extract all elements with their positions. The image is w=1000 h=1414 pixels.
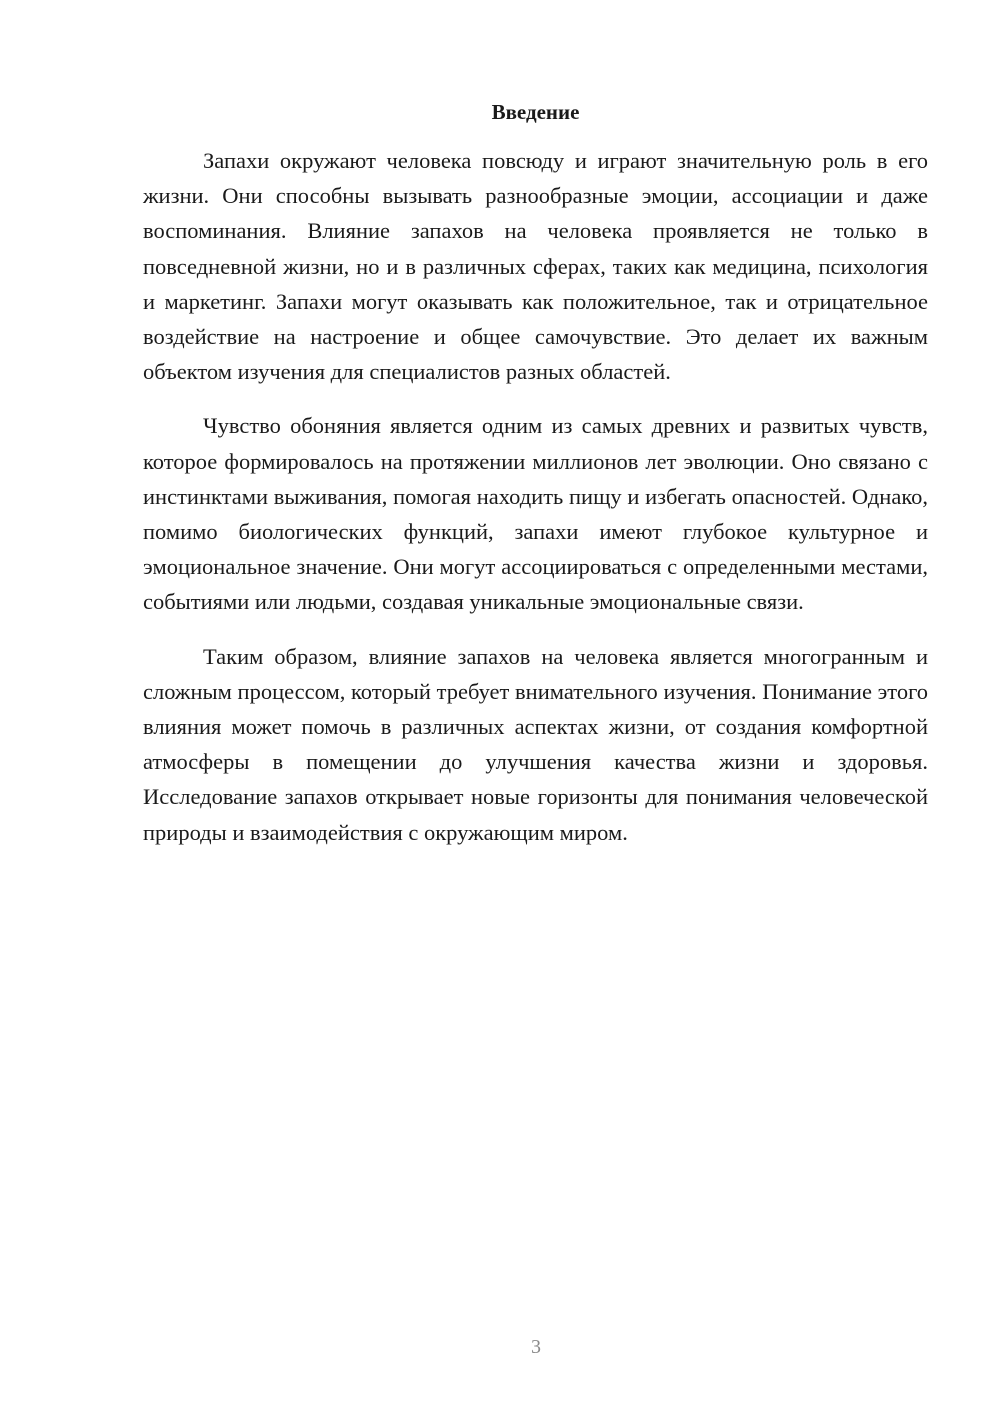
page-number: 3 [531,1336,541,1358]
paragraph-1: Запахи окружают человека повсюду и играют значительную роль в его жизни. Они способны вызывать разнообразные эмоции, ассоциации и даже воспоминания. Влияние запахов на человека проявляется не только в повседневной жизни, но и в различных сферах, таких как медицина, психология и маркетинг. Запахи могут оказывать как положительное, так и отрицательное воздействие на настроение и общее самочувствие. Это делает их важным объектом изучения для специалистов разных областей. [143,148,928,385]
page-title: Введение [491,100,580,124]
document-body [143,143,928,869]
paragraph-3: Таким образом, влияние запахов на человека является многогранным и сложным процессом, который требует внимательного изучения. Понимание этого влияния может помочь в различных аспектах жизни, от создания комфортной атмосферы в помещении до улучшения качества жизни и здоровья. Исследование запахов открывает новые горизонты для понимания человеческой природы и взаимодействия с окружающим миром. [143,643,928,845]
paragraph-2: Чувство обоняния является одним из самых древних и развитых чувств, которое формировалось на протяжении миллионов лет эволюции. Оно связано с инстинктами выживания, помогая находить пищу и избегать опасностей. Однако, помимо биологических функций, запахи имеют глубокое культурное и эмоциональное значение. Они могут ассоциироваться с определенными местами, событиями или людьми, создавая уникальные эмоциональные связи. [143,413,928,615]
